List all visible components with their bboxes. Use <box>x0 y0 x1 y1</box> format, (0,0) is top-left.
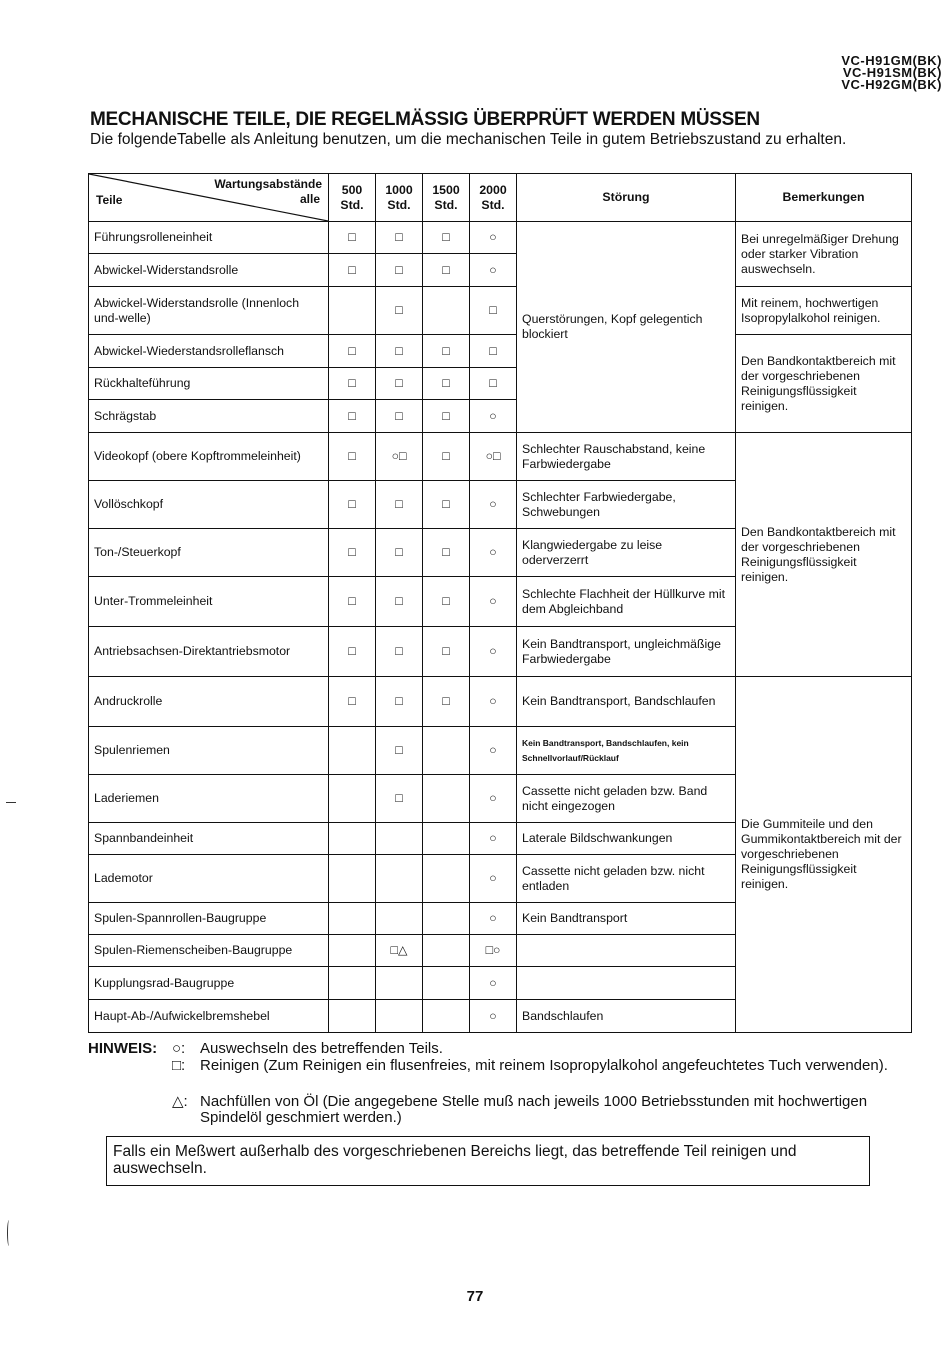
interval-500-mark: □ <box>329 677 376 727</box>
bemerkung-cell: Die Gummiteile und den Gummikontaktbereich mit der vorgeschriebenen Reinigungsflüssigkeit reinigen. <box>736 677 912 1033</box>
interval-2000-mark: ○ <box>470 775 517 823</box>
part-name: Ton-/Steuerkopf <box>89 529 329 577</box>
interval-500-mark: □ <box>329 254 376 287</box>
part-name: Führungsrolleneinheit <box>89 222 329 254</box>
interval-500-mark <box>329 823 376 855</box>
header-500: 500 Std. <box>329 174 376 222</box>
model-number: VC-H91SM(BK) <box>842 65 942 80</box>
stoerung-cell <box>517 935 736 967</box>
stoerung-cell: Bandschlaufen <box>517 1000 736 1033</box>
interval-2000-mark: ○ <box>470 855 517 903</box>
interval-1500-mark: □ <box>423 335 470 368</box>
interval-1000-mark: ○□ <box>376 433 423 481</box>
interval-1000-mark: □ <box>376 577 423 627</box>
stoerung-cell: Schlechte Flachheit der Hüllkurve mit dem Abgleichband <box>517 577 736 627</box>
header-bemerkungen: Bemerkungen <box>736 174 912 222</box>
note-item <box>172 1058 908 1074</box>
part-name: Spulenriemen <box>89 727 329 775</box>
interval-1000-mark: □ <box>376 368 423 400</box>
interval-1500-mark <box>423 727 470 775</box>
model-numbers <box>841 55 942 91</box>
interval-2000-mark: ○ <box>470 577 517 627</box>
note-item <box>172 1094 908 1126</box>
note-item <box>172 1041 908 1057</box>
part-name: Abwickel-Widerstandsrolle <box>89 254 329 287</box>
stoerung-cell: Kein Bandtransport, Bandschlaufen <box>517 677 736 727</box>
interval-2000-mark: □ <box>470 287 517 335</box>
triangle-icon: △: <box>172 1093 188 1110</box>
table-row <box>89 222 912 254</box>
interval-500-mark: □ <box>329 433 376 481</box>
interval-1500-mark <box>423 1000 470 1033</box>
interval-500-mark: □ <box>329 481 376 529</box>
interval-1500-mark: □ <box>423 368 470 400</box>
interval-1000-mark: □△ <box>376 935 423 967</box>
interval-1000-mark: □ <box>376 222 423 254</box>
interval-1500-mark <box>423 903 470 935</box>
interval-500-mark: □ <box>329 577 376 627</box>
model-number: VC-H91GM(BK) <box>841 53 942 68</box>
part-name: Vollöschkopf <box>89 481 329 529</box>
part-name: Abwickel-Wiederstandsrolleflansch <box>89 335 329 368</box>
header-alle-label: alle <box>299 192 320 206</box>
interval-1500-mark <box>423 935 470 967</box>
interval-500-mark: □ <box>329 368 376 400</box>
interval-2000-mark: ○ <box>470 222 517 254</box>
interval-1500-mark: □ <box>423 529 470 577</box>
table-row <box>89 335 912 368</box>
interval-1500-mark <box>423 287 470 335</box>
circle-icon: ○: <box>172 1040 186 1057</box>
interval-1500-mark <box>423 823 470 855</box>
page-title: MECHANISCHE TEILE, DIE REGELMÄSSIG ÜBERPRÜFT WERDEN MÜSSEN <box>90 109 760 130</box>
interval-1000-mark: □ <box>376 287 423 335</box>
interval-1000-mark: □ <box>376 677 423 727</box>
table-row <box>89 287 912 335</box>
interval-1500-mark <box>423 775 470 823</box>
interval-1500-mark: □ <box>423 677 470 727</box>
interval-2000-mark: ○ <box>470 529 517 577</box>
stoerung-cell: Schlechter Farbwiedergabe, Schwebungen <box>517 481 736 529</box>
bemerkung-cell: Bei unregelmäßiger Drehung oder starker Vibration auswechseln. <box>736 222 912 287</box>
interval-1500-mark: □ <box>423 254 470 287</box>
interval-1000-mark <box>376 855 423 903</box>
table-row <box>89 677 912 727</box>
interval-1500-mark: □ <box>423 627 470 677</box>
interval-1000-mark <box>376 823 423 855</box>
header-1000: 1000 Std. <box>376 174 423 222</box>
interval-2000-mark: □ <box>470 335 517 368</box>
stoerung-cell: Kein Bandtransport <box>517 903 736 935</box>
interval-1000-mark: □ <box>376 481 423 529</box>
interval-2000-mark: □○ <box>470 935 517 967</box>
part-name: Spulen-Riemenscheiben-Baugruppe <box>89 935 329 967</box>
interval-1000-mark: □ <box>376 775 423 823</box>
interval-1000-mark <box>376 903 423 935</box>
margin-mark <box>7 1220 11 1246</box>
part-name: Rückhalteführung <box>89 368 329 400</box>
page-number: 77 <box>466 1288 484 1305</box>
part-name: Unter-Trommeleinheit <box>89 577 329 627</box>
bemerkung-cell: Den Bandkontaktbereich mit der vorgeschriebenen Reinigungsflüssigkeit reinigen. <box>736 335 912 433</box>
stoerung-cell: Kein Bandtransport, Bandschlaufen, kein Schnellvorlauf/Rücklauf <box>517 727 736 775</box>
stoerung-cell: Klangwiedergabe zu leise oderverzerrt <box>517 529 736 577</box>
interval-2000-mark: ○ <box>470 481 517 529</box>
interval-500-mark: □ <box>329 627 376 677</box>
notes-label: HINWEIS: <box>88 1040 158 1057</box>
interval-2000-mark: ○ <box>470 823 517 855</box>
model-number: VC-H92GM(BK) <box>841 77 942 92</box>
note-text: Auswechseln des betreffenden Teils. <box>200 1040 443 1057</box>
header-2000: 2000 Std. <box>470 174 517 222</box>
interval-500-mark: □ <box>329 400 376 433</box>
header-1500: 1500 Std. <box>423 174 470 222</box>
interval-500-mark <box>329 287 376 335</box>
stoerung-cell <box>517 967 736 1000</box>
header-stoerung: Störung <box>517 174 736 222</box>
table-header-row <box>89 174 912 222</box>
interval-1000-mark: □ <box>376 254 423 287</box>
interval-1500-mark: □ <box>423 400 470 433</box>
interval-500-mark <box>329 935 376 967</box>
interval-2000-mark: ○ <box>470 903 517 935</box>
interval-2000-mark: ○ <box>470 254 517 287</box>
table-row <box>89 433 912 481</box>
part-name: Laderiemen <box>89 775 329 823</box>
interval-1000-mark <box>376 967 423 1000</box>
interval-2000-mark: ○ <box>470 400 517 433</box>
part-name: Schrägstab <box>89 400 329 433</box>
interval-1000-mark: □ <box>376 400 423 433</box>
part-name: Spannbandeinheit <box>89 823 329 855</box>
stoerung-cell: Querstörungen, Kopf gelegentich blockiert <box>517 222 736 433</box>
interval-2000-mark: ○□ <box>470 433 517 481</box>
interval-500-mark: □ <box>329 529 376 577</box>
interval-1500-mark <box>423 967 470 1000</box>
stoerung-cell: Laterale Bildschwankungen <box>517 823 736 855</box>
interval-2000-mark: ○ <box>470 627 517 677</box>
part-name: Andruckrolle <box>89 677 329 727</box>
part-name: Kupplungsrad-Baugruppe <box>89 967 329 1000</box>
stoerung-cell: Cassette nicht geladen bzw. nicht entladen <box>517 855 736 903</box>
bemerkung-cell: Mit reinem, hochwertigen Isopropylalkohol reinigen. <box>736 287 912 335</box>
stoerung-cell: Schlechter Rauschabstand, keine Farbwiedergabe <box>517 433 736 481</box>
interval-1000-mark: □ <box>376 335 423 368</box>
interval-500-mark: □ <box>329 222 376 254</box>
note-text: Nachfüllen von Öl (Die angegebene Stelle muß nach jeweils 1000 Betriebsstunden mit hochwertigen Spindelöl geschmiert werden.) <box>200 1093 868 1126</box>
interval-2000-mark: □ <box>470 368 517 400</box>
margin-mark <box>6 802 16 803</box>
header-intervals-label: Wartungsabstände <box>214 177 322 191</box>
header-teile-label: Teile <box>96 193 123 207</box>
interval-2000-mark: ○ <box>470 967 517 1000</box>
note-text: Reinigen (Zum Reinigen ein flusenfreies, mit reinem Isopropylalkohol angefeuchtetes Tuch verwenden). <box>200 1057 888 1074</box>
interval-1000-mark: □ <box>376 727 423 775</box>
interval-1500-mark: □ <box>423 481 470 529</box>
intro-text: Die folgendeTabelle als Anleitung benutzen, um die mechanischen Teile in gutem Betriebszustand zu erhalten. <box>90 131 847 148</box>
interval-500-mark <box>329 727 376 775</box>
interval-1000-mark <box>376 1000 423 1033</box>
boxed-note: Falls ein Meßwert außerhalb des vorgeschriebenen Bereichs liegt, das betreffende Teil reinigen und auswechseln. <box>106 1136 870 1186</box>
interval-500-mark <box>329 775 376 823</box>
part-name: Lademotor <box>89 855 329 903</box>
interval-1500-mark <box>423 855 470 903</box>
stoerung-cell: Kein Bandtransport, ungleichmäßige Farbwiedergabe <box>517 627 736 677</box>
stoerung-cell: Cassette nicht geladen bzw. Band nicht eingezogen <box>517 775 736 823</box>
interval-2000-mark: ○ <box>470 727 517 775</box>
maintenance-table <box>88 173 912 1033</box>
interval-2000-mark: ○ <box>470 1000 517 1033</box>
part-name: Haupt-Ab-/Aufwickelbremshebel <box>89 1000 329 1033</box>
interval-500-mark <box>329 967 376 1000</box>
part-name: Spulen-Spannrollen-Baugruppe <box>89 903 329 935</box>
interval-2000-mark: ○ <box>470 677 517 727</box>
interval-1500-mark: □ <box>423 433 470 481</box>
interval-500-mark: □ <box>329 335 376 368</box>
interval-1500-mark: □ <box>423 577 470 627</box>
interval-500-mark <box>329 855 376 903</box>
interval-1000-mark: □ <box>376 627 423 677</box>
square-icon: □: <box>172 1057 186 1074</box>
interval-500-mark <box>329 903 376 935</box>
bemerkung-cell: Den Bandkontaktbereich mit der vorgeschriebenen Reinigungsflüssigkeit reinigen. <box>736 433 912 677</box>
interval-1500-mark: □ <box>423 222 470 254</box>
interval-1000-mark: □ <box>376 529 423 577</box>
part-name: Antriebsachsen-Direktantriebsmotor <box>89 627 329 677</box>
interval-500-mark <box>329 1000 376 1033</box>
part-name: Videokopf (obere Kopftrommeleinheit) <box>89 433 329 481</box>
part-name: Abwickel-Widerstandsrolle (Innenloch und-welle) <box>89 287 329 335</box>
header-diagonal-cell <box>89 174 329 222</box>
